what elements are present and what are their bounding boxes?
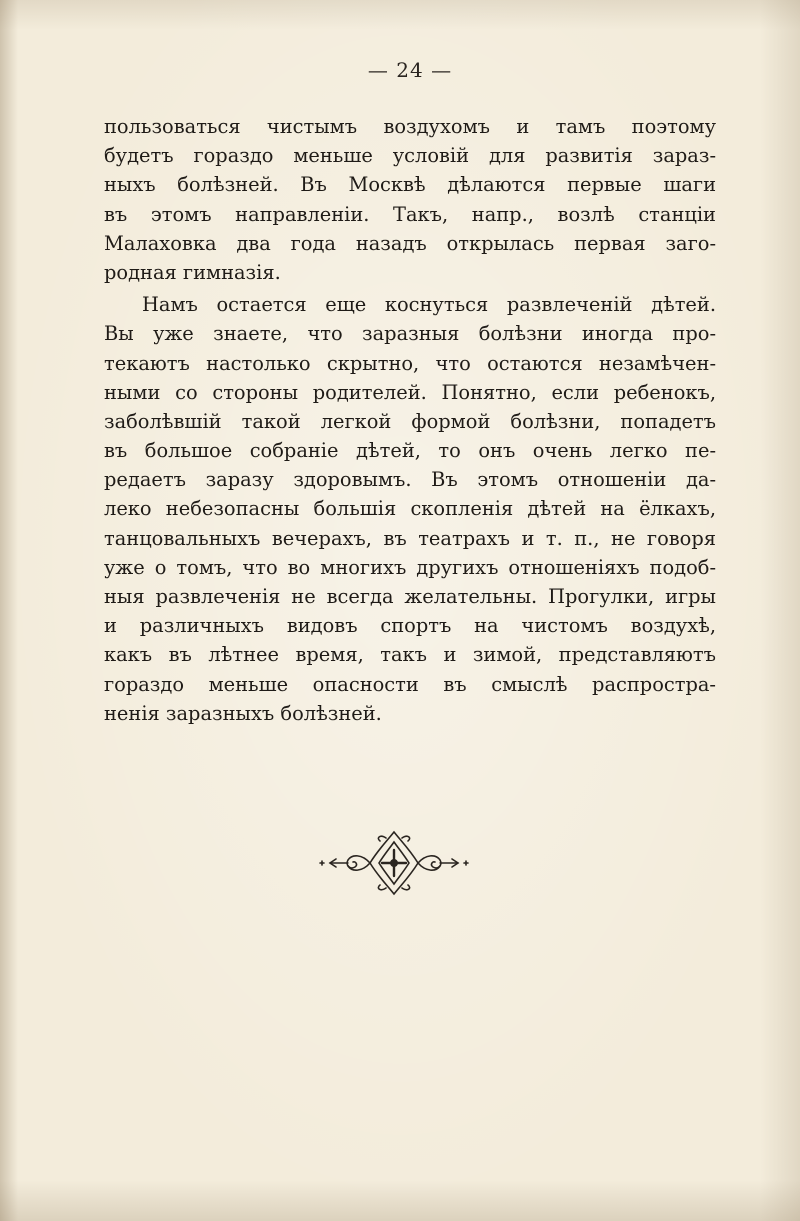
fleuron-ornament-graphic [314, 828, 474, 898]
text-line: и различныхъ видовъ спортъ на чистомъ воздухѣ, [104, 614, 716, 638]
text-line: пользоваться чистымъ воздухомъ и тамъ поэтому [104, 115, 716, 138]
text-line: редаетъ заразу здоровымъ. Въ этомъ отношеніи да- [104, 468, 716, 492]
text-line: танцовальныхъ вечерахъ, въ театрахъ и т. п., не говоря [104, 526, 716, 550]
text-line: Намъ остается еще коснуться развлеченій дѣтей. [142, 293, 716, 317]
text-line: какъ въ лѣтнее время, такъ и зимой, представляютъ [104, 643, 716, 667]
paragraph-2 [104, 290, 716, 728]
text-line: ныхъ болѣзней. Въ Москвѣ дѣлаются первые шаги [104, 173, 716, 197]
text-line: заболѣвшій такой легкой формой болѣзни, попадетъ [104, 409, 716, 433]
text-line: гораздо меньше опасности въ смыслѣ распростра- [104, 672, 716, 696]
text-line: родная гимназія. [104, 260, 281, 284]
text-line: леко небезопасны большія скопленія дѣтей на ёлкахъ, [104, 497, 716, 521]
text-line: ными со стороны родителей. Понятно, если ребенокъ, [104, 380, 716, 404]
page-number: — 24 — [367, 58, 453, 82]
text-line: уже о томъ, что во многихъ другихъ отношеніяхъ подоб- [104, 555, 716, 579]
text-line: Вы уже знаете, что заразныя болѣзни иногда про- [104, 322, 716, 346]
text-line: текаютъ настолько скрытно, что остаются незамѣчен- [104, 351, 716, 375]
text-line: ненія заразныхъ болѣзней. [104, 701, 382, 725]
text-line: въ этомъ направленіи. Такъ, напр., возлѣ станціи [104, 202, 716, 226]
text-body [104, 112, 716, 728]
text-line: ныя развлеченія не всегда желательны. Прогулки, игры [104, 585, 716, 608]
text-line: въ большое собраніе дѣтей, то онъ очень легко пе- [104, 439, 716, 463]
text-line: Малаховка два года назадъ открылась первая заго- [104, 231, 716, 255]
paragraph-1 [104, 112, 716, 287]
fleuron-ornament-icon [314, 828, 474, 898]
text-line: будетъ гораздо меньше условій для развитія зараз- [104, 144, 716, 168]
